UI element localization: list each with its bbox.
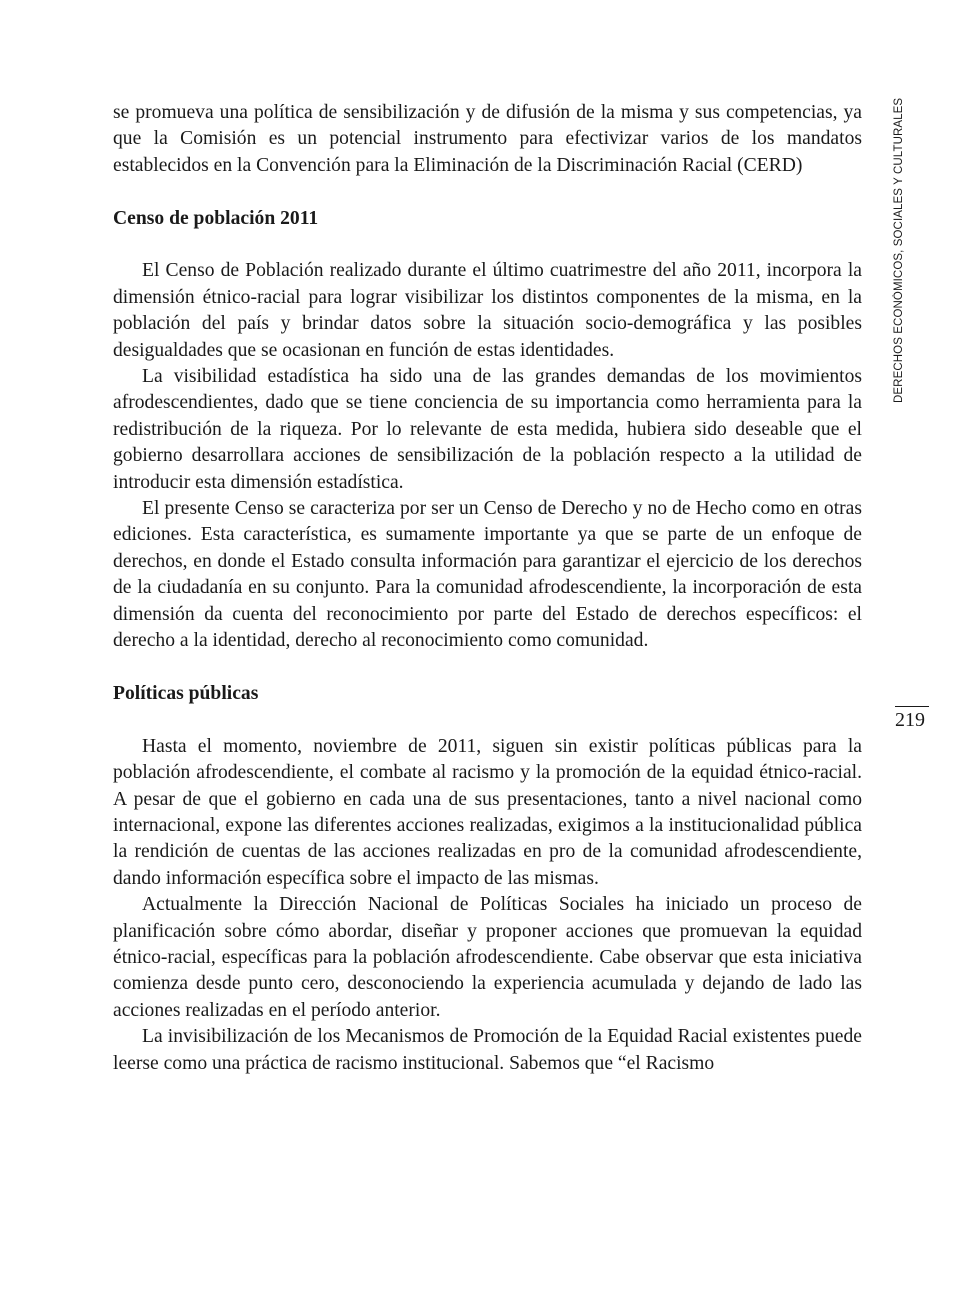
policies-paragraph-2: Actualmente la Dirección Nacional de Políticas Sociales ha iniciado un proceso de planificación sobre cómo abordar, diseñar y proponer acciones que promuevan la equidad étnico-racial, específicas para la población afrodescendiente. Cabe observar que esta iniciativa comienza desde punto cero, desconociendo la experiencia acumulada y dejando de lado las acciones realizadas en el período anterior. (113, 894, 862, 1021)
census-paragraph-1: El Censo de Población realizado durante el último cuatrimestre del año 2011, incorpora la dimensión étnico-racial para lograr visibilizar los distintos componentes de la misma, en la población del país y brindar datos sobre la situación socio-demográfica y las posibles desigualdades que se ocasionan en función de estas identidades. (113, 260, 862, 361)
section-heading-census: Censo de población 2011 (113, 207, 319, 229)
page-number: 219 (895, 706, 929, 731)
running-head: DERECHOS ECONÓMICOS, SOCIALES Y CULTURALES (893, 97, 905, 403)
intro-paragraph: se promueva una política de sensibilización y de difusión de la misma y sus competencias, ya que la Comisión es un potencial instrumento para efectivizar varios de los mandatos establecidos en la Convención para la Eliminación de la Discriminación Racial (CERD) (113, 102, 862, 176)
section-heading-policies: Políticas públicas (113, 682, 259, 704)
policies-paragraph-1: Hasta el momento, noviembre de 2011, siguen sin existir políticas públicas para la población afrodescendiente, el combate al racismo y la promoción de la equidad étnico-racial. A pesar de que el gobierno en cada una de sus presentaciones, tanto a nivel nacional como internacional, expone las diferentes acciones realizadas, exigimos a la institucionalidad pública la rendición de cuentas de las acciones realizadas en pro de la comunidad afrodescendiente, dando información específica sobre el impacto de las mismas. (113, 735, 862, 889)
census-paragraph-3: El presente Censo se caracteriza por ser un Censo de Derecho y no de Hecho como en otras ediciones. Esta característica, es sumamente importante ya que se parte de un enfoque de derechos, en donde el Estado consulta información para garantizar el ejercicio de los derechos de la ciudadanía en su conjunto. Para la comunidad afrodescendiente, la incorporación de esta dimensión da cuenta del reconocimiento por parte del Estado de derechos específicos: el derecho a la identidad, derecho al reconocimiento como comunidad. (113, 498, 862, 652)
policies-paragraph-3: La invisibilización de los Mecanismos de Promoción de la Equidad Racial existentes puede leerse como una práctica de racismo institucional. Sabemos que “el Racismo (113, 1026, 862, 1074)
census-paragraph-2: La visibilidad estadística ha sido una de las grandes demandas de los movimientos afrodescendientes, dado que se tiene conciencia de su importancia como herramienta para la redistribución de la riqueza. Por lo relevante de esta medida, hubiera sido deseable que el gobierno desarrollara acciones de sensibilización de la población respecto a la utilidad de introducir esta dimensión estadística. (113, 366, 862, 493)
page-body (113, 100, 862, 1077)
